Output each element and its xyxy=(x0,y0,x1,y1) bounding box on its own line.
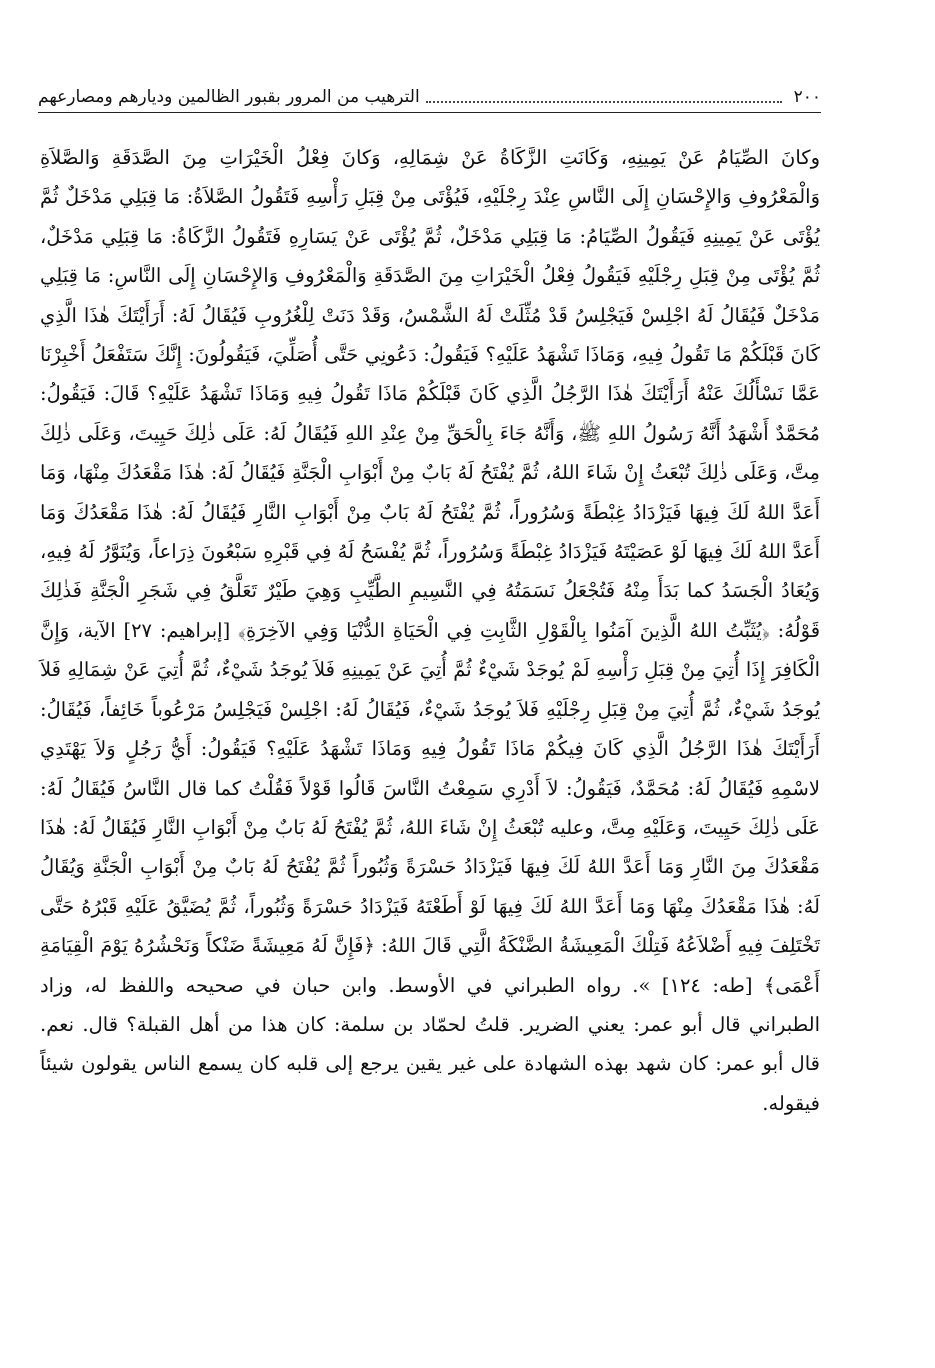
dotted-leader xyxy=(426,101,782,103)
page-number: ٢٠٠ xyxy=(793,87,821,107)
running-title: الترهيب من المرور بقبور الظالمين وديارهم ومصارعهم xyxy=(38,87,420,107)
page-header xyxy=(38,82,821,113)
hadith-paragraph xyxy=(40,138,820,1123)
text-part-2: [إبراهيم: ٢٧] الآية، وَإِنَّ الْكَافِرَ إِذَا أُتِيَ مِنْ قِبَلِ رَأْسِهِ لَمْ يُوجَدْ شَيْءٌ ثُمَّ أُتِيَ عَنْ يَمِينِهِ فَلاَ يُوجَدُ شَيْءٌ، ثُمَّ أُتِيَ عَنْ شِمَالِهِ فَلاَ يُوجَدُ شَيْءٌ، ثُمَّ أُتِيَ مِنْ قِبَلِ رِجْلَيْهِ فَلاَ يُوجَدُ شَيْءٌ، فَيُقَالُ لَهُ: اجْلِسْ فَيَجْلِسُ مَرْعُوباً خَائِفاً، فَيُقَالُ: أَرَأَيْتَكَ هٰذَا الرَّجُلُ الَّذِي كَانَ فِيكُمْ مَاذَا تَقُولُ فِيهِ وَمَاذَا تَشْهَدُ عَلَيْهِ؟ فَيَقُولُ: أَيُّ رَجُلٍ وَلاَ يَهْتَدِي لاسْمِهِ فَيُقَالُ لَهُ: مُحَمَّدٌ، فَيَقُولُ: لاَ أَدْرِي سَمِعْتُ النَّاسَ قَالُوا قَوْلاً فَقُلْتُ كما قال النَّاسُ فَيُقَالُ لَهُ: عَلَى ذٰلِكَ حَيِيتَ، وَعَلَيْهِ مِتَّ، وعليه تُبْعَثُ إِنْ شَاءَ اللهُ، ثُمَّ يُفْتَحُ لَهُ بَابٌ مِنْ أَبْوَابِ النَّارِ فَيُقَالُ لَهُ: هٰذَا مَقْعَدُكَ مِنَ النَّارِ وَمَا أَعَدَّ اللهُ لَكَ فِيهَا فَيَزْدَادُ حَسْرَةً وَثُبُوراً ثُمَّ يُفْتَحُ لَهُ بَابٌ مِنْ أَبْوَابِ الْجَنَّةِ وَيُقَالُ لَهُ: هٰذَا مَقْعَدُكَ مِنْهَا وَمَا أَعَدَّ اللهُ لَكَ فِيهَا لَوْ أَطَعْتَهُ فَيَزْدَادُ حَسْرَةً وَثُبُوراً، ثُمَّ يُضَيَّقُ عَلَيْهِ قَبْرُهُ حَتَّى تَخْتَلِفَ فِيهِ أَضْلاَعُهُ فَتِلْكَ الْمَعِيشَةُ الضَّنْكَةُ الَّتِي قَالَ اللهُ: xyxy=(40,618,820,958)
main-text xyxy=(40,138,820,1123)
text-part-3: [طه: ١٢٤] ». رواه الطبراني في الأوسط. وابن حبان في صحيحه واللفظ له، وزاد الطبراني قال أبو عمر: يعني الضرير. قلتُ لحمّاد بن سلمة: كان هذا من أهل القبلة؟ قال. نعم. قال أبو عمر: كان شهد بهذه الشهادة على غير يقين يرجع إلى قلبه كان يسمع الناس يقولون شيئاً فيقوله. xyxy=(40,973,820,1115)
quran-verse-taha: ﴿فَإِنَّ لَهُ مَعِيشَةً ضَنْكاً وَنَحْشُرُهُ يَوْمَ الْقِيَامَةِ أَعْمَى﴾ xyxy=(40,934,820,997)
quran-verse-ibrahim: ﴿يُثَبِّتُ اللهُ الَّذِينَ آمَنُوا بِالْقَوْلِ الثَّابِتِ فِي الْحَيَاةِ الدُّنْيَا وَفِي الآخِرَةِ﴾ xyxy=(237,618,770,642)
text-part-1: وكانَ الصِّيَامُ عَنْ يَمِينِهِ، وَكَانَتِ الزَّكَاةُ عَنْ شِمَالِهِ، وَكانَ فِعْلُ الْخَيْرَاتِ مِنَ الصَّدَقَةِ وَالصَّلاَةِ وَالْمَعْرُوفِ وَالإِحْسَانِ إِلَى النَّاسِ عِنْدَ رِجْلَيْهِ، فَيُؤْتَى مِنْ قِبَلِ رَأْسِهِ فَتَقُولُ الصَّلاَةُ: مَا قِبَلِي مَدْخَلٌ ثُمَّ يُؤْتَى عَنْ يَمِينِهِ فَيَقُولُ الصِّيَامُ: مَا قِبَلِي مَدْخَلٌ، ثُمَّ يُؤْتَى عَنْ يَسَارِهِ فَتَقُولُ الزَّكَاةُ: مَا قِبَلِي مَدْخَلٌ، ثُمَّ يُؤْتَى مِنْ قِبَلِ رِجْلَيْهِ فَيَقُولُ فِعْلُ الْخَيْرَاتِ مِنَ الصَّدَقَةِ وَالْمَعْرُوفِ وَالإِحْسَانِ إِلَى النَّاسِ: مَا قِبَلِي مَدْخَلٌ فَيُقَالُ لَهُ اجْلِسْ فَيَجْلِسُ قَدْ مُثِّلَتْ لَهُ الشَّمْسُ، وَقَدْ دَنَتْ لِلْغُرُوبِ فَيُقَالُ لَهُ: أَرَأَيْتَكَ هٰذَا الَّذِي كَانَ قَبْلَكُمْ مَا تَقُولُ فِيهِ، وَمَاذَا تَشْهَدُ عَلَيْهِ؟ فَيَقُولُ: دَعُونِي حَتَّى أُصَلِّيَ، فَيَقُولُونَ: إِنَّكَ سَتَفْعَلُ أَخْبِرْنَا عَمَّا نَسْأَلُكَ عَنْهُ أَرَأَيْتَكَ هٰذَا الرَّجُلُ الَّذِي كَانَ قَبْلَكُمْ مَاذَا تَقُولُ فِيهِ وَمَاذَا تَشْهَدُ عَلَيْهِ؟ قَالَ: فَيَقُولُ: مُحَمَّدٌ أَشْهَدُ أَنَّهُ رَسُولُ اللهِ ﷺ، وَأَنَّهُ جَاءَ بِالْحَقِّ مِنْ عِنْدِ اللهِ فَيُقَالُ لَهُ: عَلَى ذٰلِكَ حَيِيتَ، وَعَلَى ذٰلِكَ مِتَّ، وَعَلَى ذٰلِكَ تُبْعَثُ إِنْ شَاءَ اللهُ، ثُمَّ يُفْتَحُ لَهُ بَابٌ مِنْ أَبْوَابِ الْجَنَّةِ فَيُقَالُ لَهُ: هٰذَا مَقْعَدُكَ مِنْهَا، وَمَا أَعَدَّ اللهُ لَكَ فِيهَا فَيَزْدَادُ غِبْطَةً وَسُرُوراً، ثُمَّ يُفْتَحُ لَهُ بَابٌ مِنْ أَبْوَابِ النَّارِ فَيُقَالُ لَهُ: هٰذَا مَقْعَدُكَ وَمَا أَعَدَّ اللهُ لَكَ فِيهَا لَوْ عَصَيْتَهُ فَيَزْدَادُ غِبْطَةً وَسُرُوراً، ثُمَّ يُفْسَحُ لَهُ فِي قَبْرِهِ سَبْعُونَ ذِرَاعاً، وَيُنَوَّرُ لَهُ فِيهِ، وَيُعَادُ الْجَسَدُ كما بَدَأَ مِنْهُ فَتُجْعَلُ نَسَمَتُهُ فِي النَّسِيمِ الطَّيِّبِ وَهِيَ طَيْرٌ تَعَلَّقُ فِي شَجَرِ الْجَنَّةِ فَذٰلِكَ قَوْلُهُ: xyxy=(40,146,821,642)
